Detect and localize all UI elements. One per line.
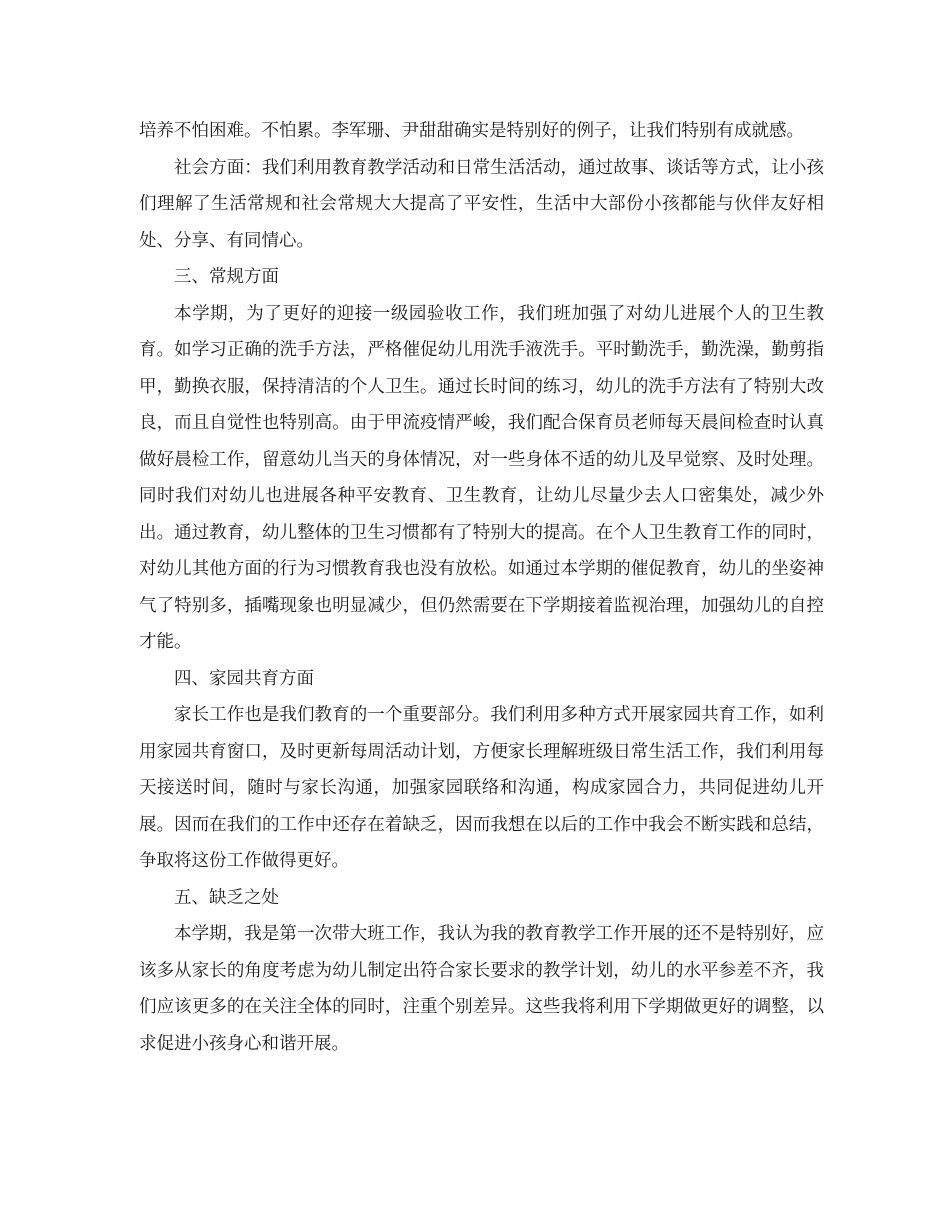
- section-heading-shortcomings: 五、缺乏之处: [174, 887, 279, 908]
- section-heading-routine: 三、常规方面: [174, 267, 279, 287]
- paragraph-continuation: 培养不怕困难。不怕累。李军珊、尹甜甜确实是特别好的例子，让我们特别有成就感。: [139, 121, 804, 141]
- document-body: [139, 113, 824, 1062]
- paragraph-routine: 本学期，为了更好的迎接一级园验收工作，我们班加强了对幼儿进展个人的卫生教育。如学习正确的洗手方法，严格催促幼儿用洗手液洗手。平时勤洗手，勤洗澡，勤剪指甲，勤换衣服，保持清洁的个人卫生。通过长时间的练习，幼儿的洗手方法有了特别大改良，而且自觉性也特别高。由于甲流疫情严峻，我们配合保育员老师每天晨间检查时认真做好晨检工作，留意幼儿当天的身体情况，对一些身体不适的幼儿及早觉察、及时处理。同时我们对幼儿也进展各种平安教育、卫生教育，让幼儿尽量少去人口密集处，减少外出。通过教育，幼儿整体的卫生习惯都有了特别大的提高。在个人卫生教育工作的同时，对幼儿其他方面的行为习惯教育我也没有放松。如通过本学期的催促教育，幼儿的坐姿神气了特别多，插嘴现象也明显减少，但仍然需要在下学期接着监视治理，加强幼儿的自控才能。: [139, 303, 824, 652]
- paragraph-social: 社会方面：我们利用教育教学活动和日常生活活动，通过故事、谈话等方式，让小孩们理解了生活常规和社会常规大大提高了平安性，生活中大部份小孩都能与伙伴友好相处、分享、有同情心。: [139, 157, 824, 251]
- section-heading-home-school: 四、家园共育方面: [174, 668, 314, 689]
- paragraph-home-school: 家长工作也是我们教育的一个重要部分。我们利用多种方式开展家园共育工作，如利用家园共育窗口，及时更新每周活动计划，方便家长理解班级日常生活工作，我们利用每天接送时间，随时与家长沟通，加强家园联络和沟通，构成家园合力，共同促进幼儿开展。因而在我们的工作中还存在着缺乏，因而我想在以后的工作中我会不断实践和总结，争取将这份工作做得更好。: [139, 705, 824, 871]
- paragraph-shortcomings: 本学期，我是第一次带大班工作，我认为我的教育教学工作开展的还不是特别好，应该多从家长的角度考虑为幼儿制定出符合家长要求的教学计划，幼儿的水平参差不齐，我们应该更多的在关注全体的同时，注重个别差异。这些我将利用下学期做更好的调整，以求促进小孩身心和谐开展。: [139, 924, 824, 1054]
